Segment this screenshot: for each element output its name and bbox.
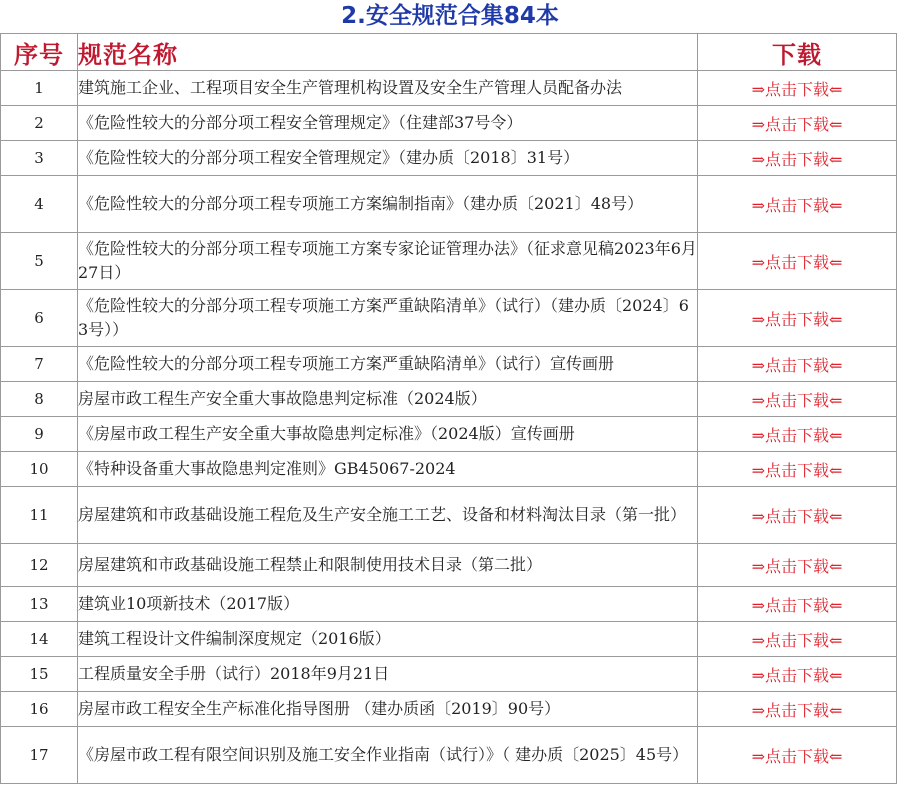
download-link[interactable]: ⇒点击下载⇐ bbox=[751, 355, 843, 375]
table-row bbox=[1, 176, 897, 233]
row-serial-number: 17 bbox=[1, 727, 78, 784]
table-row bbox=[1, 622, 897, 657]
row-serial-number: 10 bbox=[1, 452, 78, 487]
row-download-cell bbox=[698, 290, 897, 347]
table-header-row bbox=[1, 34, 897, 71]
download-link[interactable]: ⇒点击下载⇐ bbox=[751, 114, 843, 134]
table-row bbox=[1, 290, 897, 347]
table-row bbox=[1, 727, 897, 784]
row-regulation-name: 《危险性较大的分部分项工程安全管理规定》（建办质〔2018〕31号） bbox=[78, 141, 698, 176]
row-download-cell bbox=[698, 71, 897, 106]
row-regulation-name: 《危险性较大的分部分项工程专项施工方案严重缺陷清单》（试行）（建办质〔2024〕63号）） bbox=[78, 290, 698, 347]
table-row bbox=[1, 141, 897, 176]
download-link[interactable]: ⇒点击下载⇐ bbox=[751, 149, 843, 169]
table-row bbox=[1, 657, 897, 692]
download-link[interactable]: ⇒点击下载⇐ bbox=[751, 252, 843, 272]
row-serial-number: 1 bbox=[1, 71, 78, 106]
row-serial-number: 4 bbox=[1, 176, 78, 233]
row-serial-number: 14 bbox=[1, 622, 78, 657]
row-regulation-name: 房屋市政工程安全生产标准化指导图册 （建办质函〔2019〕90号） bbox=[78, 692, 698, 727]
row-download-cell bbox=[698, 727, 897, 784]
table-row bbox=[1, 692, 897, 727]
download-link[interactable]: ⇒点击下载⇐ bbox=[751, 79, 843, 99]
row-download-cell bbox=[698, 657, 897, 692]
row-serial-number: 13 bbox=[1, 587, 78, 622]
row-serial-number: 7 bbox=[1, 347, 78, 382]
download-link[interactable]: ⇒点击下载⇐ bbox=[751, 506, 843, 526]
row-download-cell bbox=[698, 382, 897, 417]
row-download-cell bbox=[698, 587, 897, 622]
row-regulation-name: 房屋建筑和市政基础设施工程危及生产安全施工工艺、设备和材料淘汰目录（第一批） bbox=[78, 487, 698, 544]
row-download-cell bbox=[698, 141, 897, 176]
table-row bbox=[1, 347, 897, 382]
download-link[interactable]: ⇒点击下载⇐ bbox=[751, 595, 843, 615]
row-regulation-name: 工程质量安全手册（试行）2018年9月21日 bbox=[78, 657, 698, 692]
download-link[interactable]: ⇒点击下载⇐ bbox=[751, 460, 843, 480]
row-serial-number: 5 bbox=[1, 233, 78, 290]
row-download-cell bbox=[698, 544, 897, 587]
header-serial-number: 序号 bbox=[1, 34, 78, 71]
row-regulation-name: 《特种设备重大事故隐患判定准则》GB45067-2024 bbox=[78, 452, 698, 487]
row-download-cell bbox=[698, 452, 897, 487]
table-row bbox=[1, 233, 897, 290]
table-row bbox=[1, 106, 897, 141]
table-row bbox=[1, 487, 897, 544]
row-regulation-name: 《危险性较大的分部分项工程专项施工方案编制指南》（建办质〔2021〕48号） bbox=[78, 176, 698, 233]
row-regulation-name: 《危险性较大的分部分项工程专项施工方案专家论证管理办法》（征求意见稿2023年6月27日） bbox=[78, 233, 698, 290]
download-link[interactable]: ⇒点击下载⇐ bbox=[751, 556, 843, 576]
header-regulation-name: 规范名称 bbox=[78, 34, 698, 71]
download-link[interactable]: ⇒点击下载⇐ bbox=[751, 390, 843, 410]
regulation-table bbox=[0, 33, 897, 784]
page-title: 2.安全规范合集84本 bbox=[341, 3, 559, 29]
table-body bbox=[1, 71, 897, 784]
table-row bbox=[1, 417, 897, 452]
row-download-cell bbox=[698, 233, 897, 290]
download-link[interactable]: ⇒点击下载⇐ bbox=[751, 665, 843, 685]
download-link[interactable]: ⇒点击下载⇐ bbox=[751, 309, 843, 329]
table-row bbox=[1, 452, 897, 487]
row-download-cell bbox=[698, 106, 897, 141]
table-row bbox=[1, 587, 897, 622]
download-link[interactable]: ⇒点击下载⇐ bbox=[751, 195, 843, 215]
row-serial-number: 3 bbox=[1, 141, 78, 176]
row-regulation-name: 房屋市政工程生产安全重大事故隐患判定标准（2024版） bbox=[78, 382, 698, 417]
row-regulation-name: 《房屋市政工程有限空间识别及施工安全作业指南（试行）》（ 建办质〔2025〕45号） bbox=[78, 727, 698, 784]
row-regulation-name: 《危险性较大的分部分项工程安全管理规定》（住建部37号令） bbox=[78, 106, 698, 141]
row-download-cell bbox=[698, 692, 897, 727]
row-serial-number: 12 bbox=[1, 544, 78, 587]
row-serial-number: 2 bbox=[1, 106, 78, 141]
row-serial-number: 8 bbox=[1, 382, 78, 417]
row-regulation-name: 建筑工程设计文件编制深度规定（2016版） bbox=[78, 622, 698, 657]
table-row bbox=[1, 382, 897, 417]
row-regulation-name: 建筑施工企业、工程项目安全生产管理机构设置及安全生产管理人员配备办法 bbox=[78, 71, 698, 106]
row-download-cell bbox=[698, 622, 897, 657]
row-serial-number: 15 bbox=[1, 657, 78, 692]
download-link[interactable]: ⇒点击下载⇐ bbox=[751, 425, 843, 445]
download-link[interactable]: ⇒点击下载⇐ bbox=[751, 746, 843, 766]
table-row bbox=[1, 544, 897, 587]
row-regulation-name: 《危险性较大的分部分项工程专项施工方案严重缺陷清单》（试行）宣传画册 bbox=[78, 347, 698, 382]
row-regulation-name: 《房屋市政工程生产安全重大事故隐患判定标准》（2024版）宣传画册 bbox=[78, 417, 698, 452]
row-serial-number: 11 bbox=[1, 487, 78, 544]
row-regulation-name: 建筑业10项新技术（2017版） bbox=[78, 587, 698, 622]
download-link[interactable]: ⇒点击下载⇐ bbox=[751, 630, 843, 650]
row-download-cell bbox=[698, 176, 897, 233]
row-serial-number: 6 bbox=[1, 290, 78, 347]
table-row bbox=[1, 71, 897, 106]
download-link[interactable]: ⇒点击下载⇐ bbox=[751, 700, 843, 720]
header-download: 下载 bbox=[698, 34, 897, 71]
row-serial-number: 9 bbox=[1, 417, 78, 452]
row-serial-number: 16 bbox=[1, 692, 78, 727]
row-download-cell bbox=[698, 487, 897, 544]
row-download-cell bbox=[698, 347, 897, 382]
row-regulation-name: 房屋建筑和市政基础设施工程禁止和限制使用技术目录（第二批） bbox=[78, 544, 698, 587]
row-download-cell bbox=[698, 417, 897, 452]
